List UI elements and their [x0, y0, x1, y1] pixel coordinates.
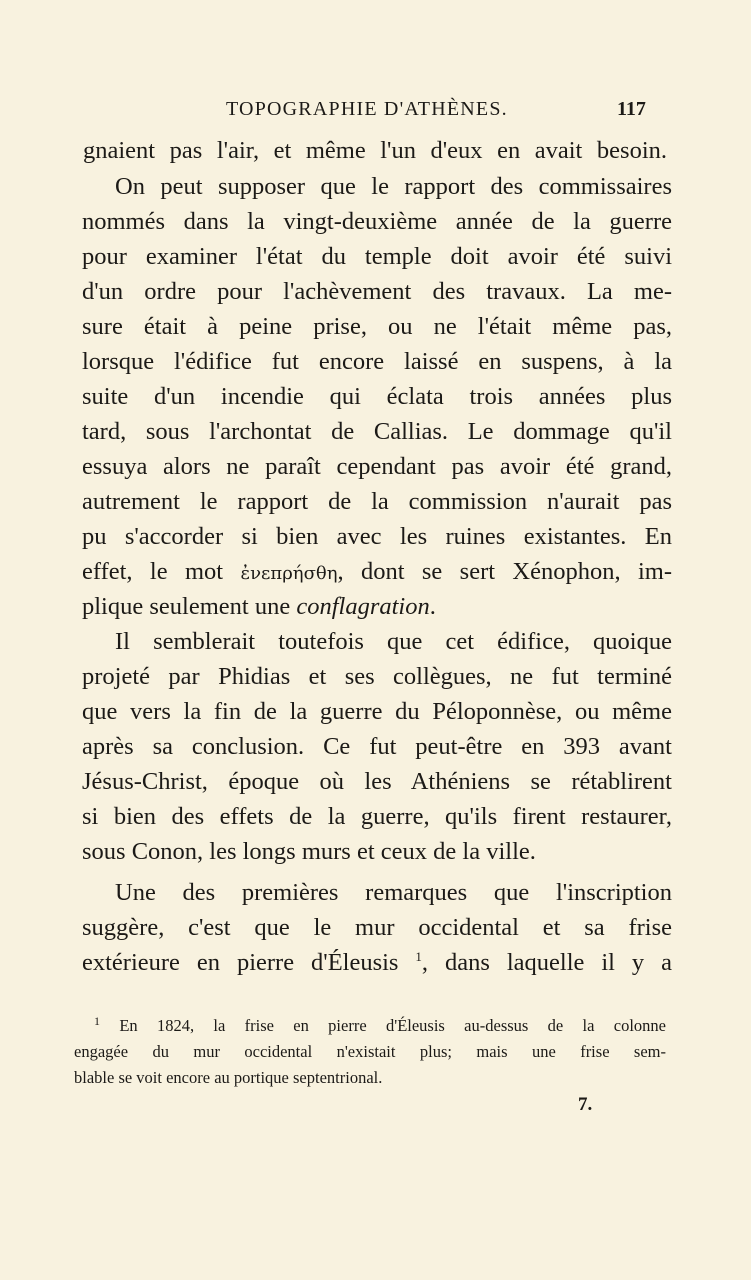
body-line — [82, 557, 672, 589]
body-line: gnaient pas l'air, et même l'un d'eux en avait besoin. — [83, 137, 667, 164]
footnote-reference: 1 — [415, 949, 422, 964]
body-line: d'un ordre pour l'achèvement des travaux. La me- — [82, 278, 672, 305]
paragraph-first-line: Une des premières remarques que l'inscription — [115, 879, 672, 906]
body-line-text: plique seulement une — [82, 593, 297, 620]
body-line: sous Conon, les longs murs et ceux de la ville. — [82, 838, 536, 865]
body-line: projeté par Phidias et ses collègues, ne fut terminé — [82, 663, 672, 690]
body-line — [82, 948, 672, 978]
body-line: après sa conclusion. Ce fut peut-être en 393 avant — [82, 733, 672, 760]
body-line: tard, sous l'archontat de Callias. Le dommage qu'il — [82, 418, 672, 445]
running-head — [0, 98, 751, 122]
footnote-text: En 1824, la frise en pierre d'Éleusis au-dessus de la colonne — [119, 1016, 667, 1035]
paragraph-first-line: On peut supposer que le rapport des commissaires — [115, 173, 672, 200]
body-line: essuya alors ne paraît cependant pas avoir été grand, — [82, 453, 672, 480]
body-line: suite d'un incendie qui éclata trois années plus — [82, 383, 672, 410]
body-line: pour examiner l'état du temple doit avoir été suivi — [82, 243, 672, 270]
footnote-line: blable se voit encore au portique septentrional. — [74, 1068, 383, 1087]
body-line: nommés dans la vingt-deuxième année de la guerre — [82, 208, 672, 235]
footnote-line — [94, 1015, 666, 1037]
body-line: sure était à peine prise, ou ne l'était même pas, — [82, 313, 672, 340]
running-title: TOPOGRAPHIE D'ATHÈNES. — [226, 98, 508, 120]
paragraph-first-line: Il semblerait toutefois que cet édifice, quoique — [115, 628, 672, 655]
body-line-text: extérieure en pierre d'Éleusis — [82, 949, 416, 976]
body-line: suggère, c'est que le mur occidental et sa frise — [82, 914, 672, 941]
body-line: lorsque l'édifice fut encore laissé en suspens, à la — [82, 348, 672, 375]
body-line-text: , dont se sert Xénophon, im- — [337, 558, 672, 585]
page-number: 117 — [617, 98, 646, 120]
italic-word: conflagration — [296, 593, 430, 620]
signature-mark: 7. — [578, 1094, 593, 1115]
footnote-line: engagée du mur occidental n'existait plus; mais une frise sem- — [74, 1042, 666, 1061]
footnote-marker: 1 — [94, 1014, 100, 1028]
body-line-text: . — [429, 593, 436, 620]
body-line: Jésus-Christ, époque où les Athéniens se rétablirent — [82, 768, 672, 795]
body-line — [82, 592, 672, 622]
body-line: pu s'accorder si bien avec les ruines existantes. En — [82, 523, 672, 550]
body-line-text: , dans laquelle il y a — [421, 949, 672, 976]
body-line: autrement le rapport de la commission n'aurait pas — [82, 488, 672, 515]
body-line: que vers la fin de la guerre du Péloponnèse, ou même — [82, 698, 672, 725]
body-line: si bien des effets de la guerre, qu'ils firent restaurer, — [82, 803, 672, 830]
body-line-text: effet, le mot — [82, 558, 241, 585]
greek-word: ἐνεπρήσθη — [240, 563, 338, 584]
